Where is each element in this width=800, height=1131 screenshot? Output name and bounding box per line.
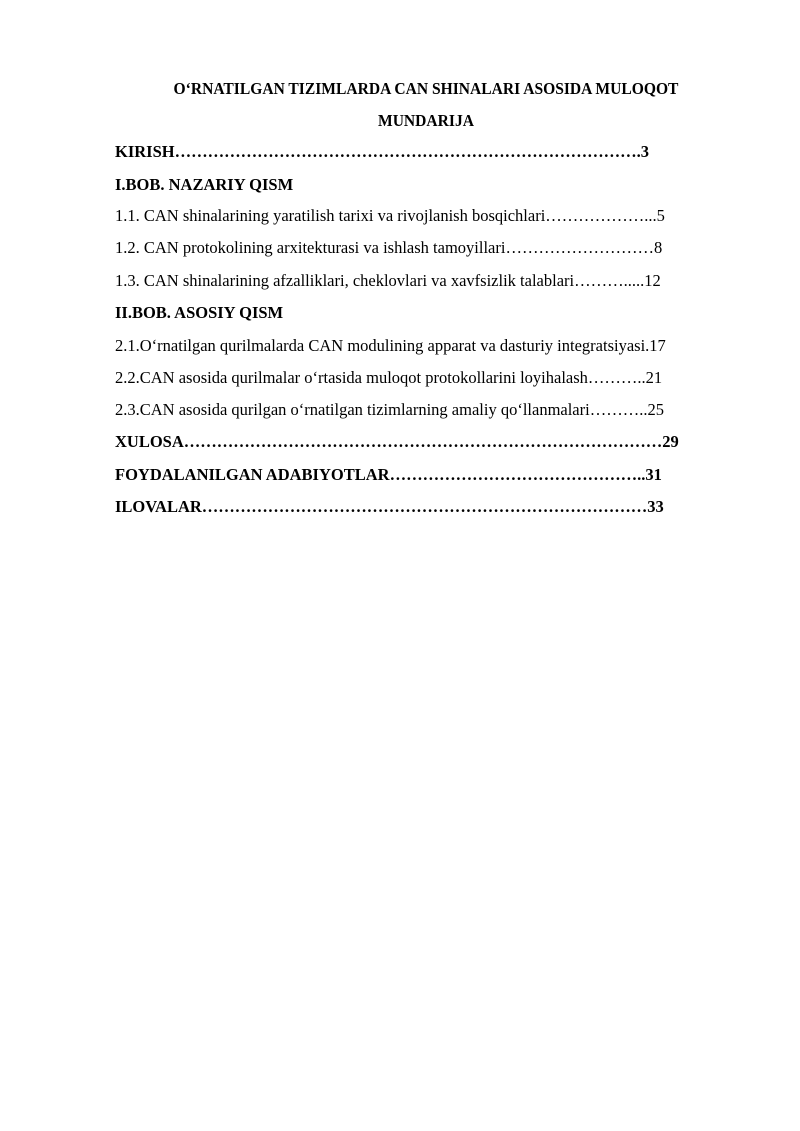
toc-chapter-1-heading: I.BOB. NAZARIY QISM — [115, 175, 294, 194]
document-title: O‘RNATILGAN TIZIMLARDA CAN SHINALARI ASOSIDA MULOQOT — [173, 79, 679, 98]
toc-entry-adabiyotlar: FOYDALANILGAN ADABIYOTLAR………………………………………..31 — [115, 465, 662, 484]
toc-entry-ilovalar: ILOVALAR………………………………………………………………………33 — [115, 497, 664, 516]
toc-chapter-2-heading: II.BOB. ASOSIY QISM — [115, 303, 284, 322]
toc-heading: MUNDARIJA — [378, 111, 474, 130]
toc-entry-xulosa: XULOSA……………………………………………………………………………29 — [115, 432, 679, 451]
toc-entry-1-1: 1.1. CAN shinalarining yaratilish tarixi va rivojlanish bosqichlari………………...5 — [115, 206, 665, 225]
toc-entry-1-3: 1.3. CAN shinalarining afzalliklari, cheklovlari va xavfsizlik talablari……….....12 — [115, 271, 661, 290]
toc-entry-kirish: KIRISH………………………………………………………………………….3 — [115, 142, 649, 161]
toc-entry-2-2: 2.2.CAN asosida qurilmalar o‘rtasida muloqot protokollarini loyihalash………..21 — [115, 368, 663, 387]
toc-entry-2-1: 2.1.O‘rnatilgan qurilmalarda CAN modulining apparat va dasturiy integratsiyasi.17 — [115, 336, 666, 355]
toc-entry-1-2: 1.2. CAN protokolining arxitekturasi va ishlash tamoyillari………………………8 — [115, 238, 663, 257]
toc-entry-2-3: 2.3.CAN asosida qurilgan o‘rnatilgan tizimlarning amaliy qo‘llanmalari………..25 — [115, 400, 664, 419]
